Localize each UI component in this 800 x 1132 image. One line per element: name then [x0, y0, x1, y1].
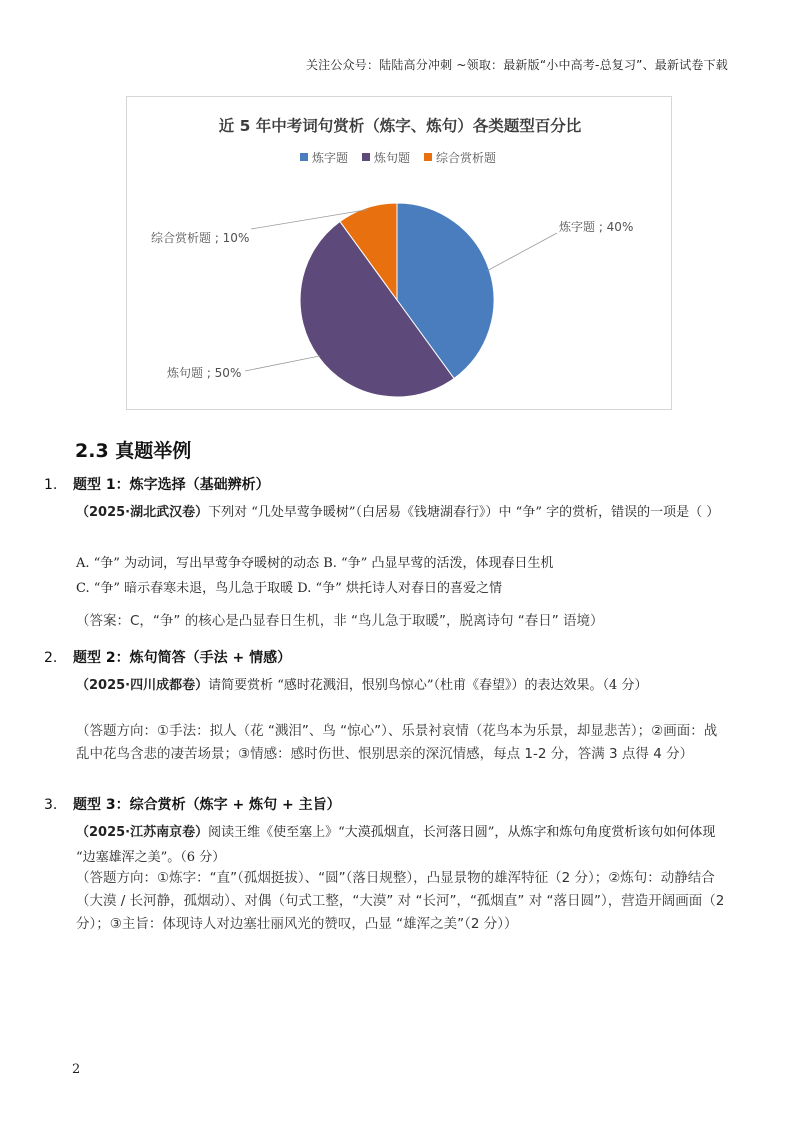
data-label-1: 炼字题 ; 40%: [559, 220, 634, 234]
legend-label-3: 综合赏析题: [436, 151, 497, 165]
legend-swatch-2: [362, 153, 370, 161]
leader-line-2: [245, 356, 320, 371]
item-2-number: 2.: [44, 650, 58, 666]
item-2-question-text: 请简要赏析 “感时花溅泪，恨别鸟惊心”（杜甫《春望》）的表达效果。（4 分）: [208, 678, 648, 693]
page-number: 2: [72, 1062, 81, 1077]
section-title: 2.3 真题举例: [75, 440, 192, 462]
leader-line-1: [487, 233, 557, 271]
item-3-source: （2025·江苏南京卷）: [76, 825, 209, 840]
legend-swatch-1: [300, 153, 308, 161]
item-2-answer: （答题方向：①手法：拟人（花 “溅泪”、鸟 “惊心”）、乐景衬哀情（花鸟本为乐景，却显悲苦）；②画面：战乱中花鸟含悲的凄苦场景；③情感：感时伤世、恨别思亲的深沉情感，每点 1-2 分，答满 3 点得 4 分）: [76, 723, 718, 762]
item-3-answer: （答题方向：①炼字：“直”（孤烟挺拔）、“圆”（落日规整），凸显景物的雄浑特征（2 分）；②炼句：动静结合（大漠 / 长河静，孤烟动）、对偶（句式工整，“大漠” 对 “长河”，“孤烟直” 对 “落日圆”），营造开阔画面（2 分）；③主旨：体现诗人对边塞壮丽风光的赞叹，凸显 “雄浑之美”（2 分））: [76, 870, 725, 932]
item-1-source: （2025·湖北武汉卷）: [76, 505, 209, 520]
pie-slices: [300, 203, 494, 397]
item-2-question: [76, 673, 726, 698]
pie-chart: [126, 96, 672, 410]
item-3-heading: [44, 794, 341, 814]
item-1-answer: （答案：C，“争” 的核心是凸显春日生机，非 “鸟儿急于取暖”，脱离诗句 “春日” 语境）: [76, 613, 604, 629]
header-text: 关注公众号：陆陆高分冲刺 ~领取：最新版“小中高考-总复习”、最新试卷下载: [305, 58, 728, 72]
item-1-question-text: 下列对 “几处早莺争暖树”（白居易《钱塘湖春行》）中 “争” 字的赏析，错误的一项是（ ）: [208, 505, 720, 520]
legend-label-1: 炼字题: [312, 151, 349, 165]
item-1-options-row-1: A. “争” 为动词，写出早莺争夺暖树的动态 B. “争” 凸显早莺的活泼，体现春日生机: [76, 556, 554, 571]
item-1-heading: [44, 474, 270, 494]
pie-chart-svg: [127, 97, 673, 411]
item-1-title: 题型 1：炼字选择（基础辨析）: [73, 477, 270, 493]
item-3-question-text: 阅读王维《使至塞上》“大漠孤烟直，长河落日圆”，从炼字和炼句角度赏析该句如何体现 “边塞雄浑之美”。（6 分）: [76, 825, 716, 865]
item-1-question: [76, 500, 726, 525]
legend-swatch-3: [424, 153, 432, 161]
chart-legend: [300, 150, 496, 165]
item-2-title: 题型 2：炼句简答（手法 + 情感）: [73, 650, 292, 666]
data-label-2: 炼句题 ; 50%: [167, 366, 242, 380]
legend-label-2: 炼句题: [374, 151, 411, 165]
item-2-heading: [44, 647, 291, 667]
item-1-number: 1.: [44, 477, 58, 493]
item-1-options-row-2: C. “争” 暗示春寒未退，鸟儿急于取暖 D. “争” 烘托诗人对春日的喜爱之情: [76, 581, 502, 596]
data-label-3: 综合赏析题 ; 10%: [151, 231, 250, 245]
item-3-title: 题型 3：综合赏析（炼字 + 炼句 + 主旨）: [73, 797, 341, 813]
item-3-number: 3.: [44, 797, 58, 813]
chart-title: 近 5 年中考词句赏析（炼字、炼句）各类题型百分比: [218, 117, 582, 135]
item-3-question: [76, 820, 726, 870]
item-2-source: （2025·四川成都卷）: [76, 678, 209, 693]
